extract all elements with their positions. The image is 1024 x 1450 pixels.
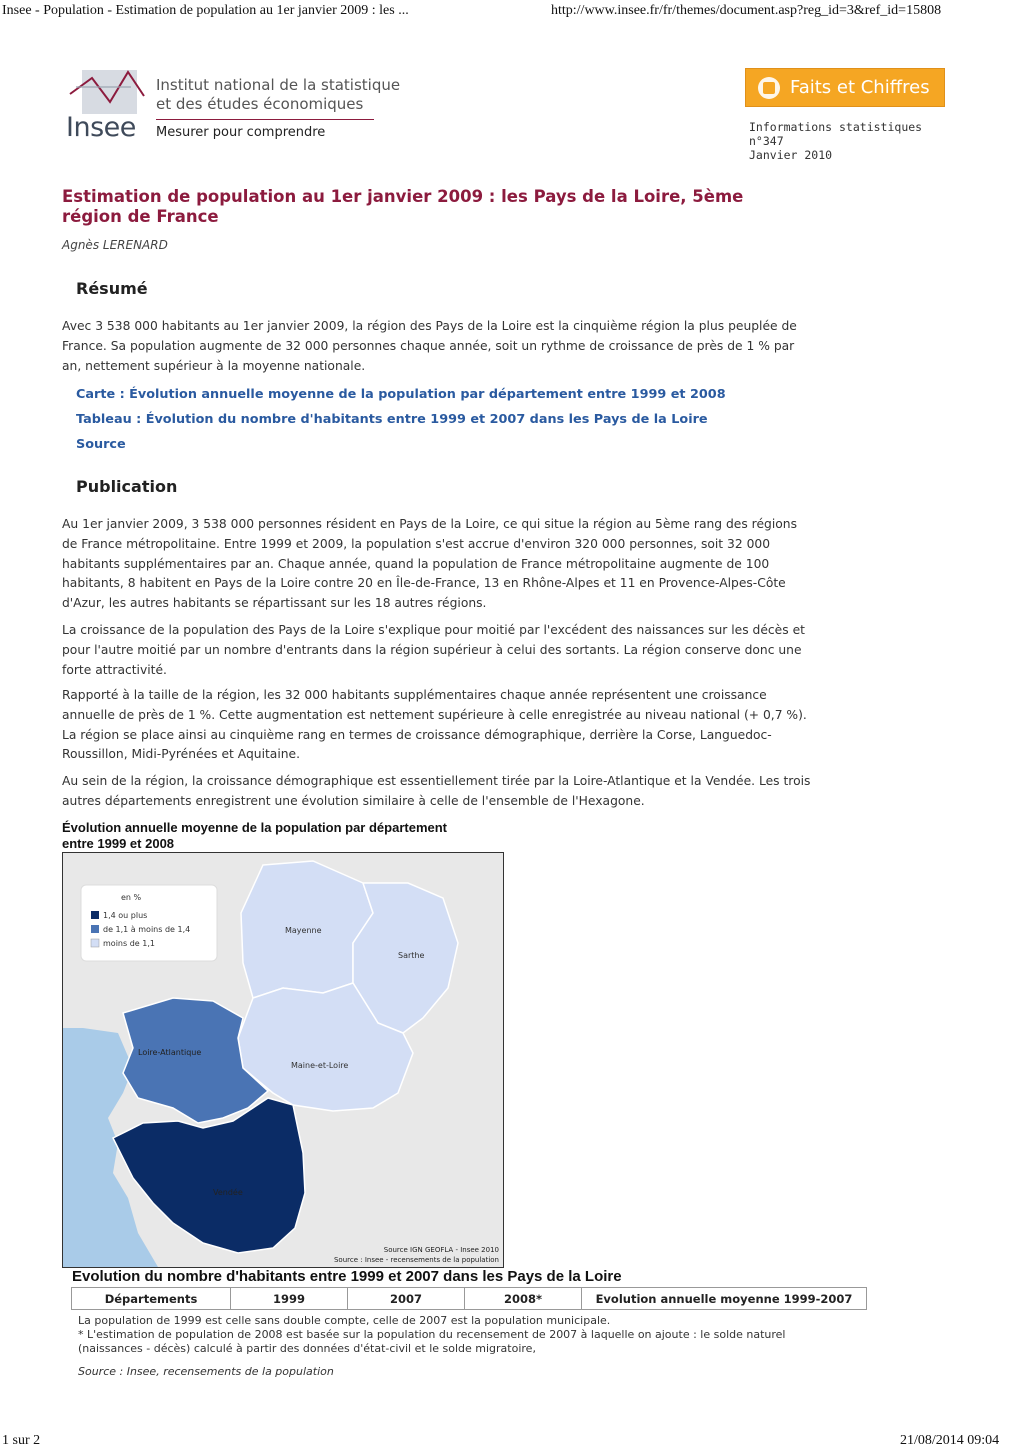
paragraph-line: La région se place ainsi au cinquième rang en termes de croissance démographique, derrière la Corse, Languedoc- [62,727,772,742]
article-author: Agnès LERENARD [62,238,168,252]
legend-label: 1,4 ou plus [103,911,148,920]
paragraph-line: d'Azur, les autres habitants se répartissant sur les 18 autres régions. [62,596,487,611]
legend-box [81,885,217,961]
map-title-line: entre 1999 et 2008 [62,836,175,851]
article-title-line2: région de France [62,207,219,226]
paragraph-line: Roussillon, Midi-Pyrénées et Aquitaine. [62,747,301,762]
map-title [62,820,447,852]
map-credit-2: Source : Insee - recensements de la population [333,1256,499,1264]
table-header-row [72,1288,867,1310]
paragraph-line: pour l'autre moitié par un nombre d'entrants dans la région supérieur à celui des sortants. La région conserve donc une [62,642,802,657]
publication-paragraph-4 [62,772,810,812]
table-note: * L'estimation de population de 2008 est basée sur la population du recensement de 2007 à laquelle on ajoute : le solde naturel [78,1328,786,1341]
publication-paragraph-1 [62,515,797,614]
info-number: n°347 [749,134,784,148]
article-title-line1: Estimation de population au 1er janvier 2009 : les Pays de la Loire, 5ème [62,187,744,206]
legend-unit: en % [121,893,142,902]
resume-heading: Résumé [76,279,148,298]
map-credit-1: Source IGN GEOFLA - Insee 2010 [383,1246,499,1254]
logo-divider [156,119,374,120]
label-maine-et-loire: Maine-et-Loire [291,1061,349,1070]
label-mayenne: Mayenne [285,926,322,935]
paragraph-line: Au sein de la région, la croissance démographique est essentiellement tirée par la Loire-Atlantique et la Vendée. Les trois [62,774,811,788]
department-map [62,852,504,1268]
department-map-svg [63,853,503,1267]
faits-et-chiffres-badge[interactable] [745,68,945,107]
population-table [71,1287,867,1310]
page-number: 1 sur 2 [2,1433,41,1448]
insee-name-line2: et des études économiques [156,95,364,113]
label-vendee: Vendée [213,1188,243,1197]
chart-pie-icon [758,77,780,99]
insee-tagline: Mesurer pour comprendre [156,125,326,140]
legend-label: de 1,1 à moins de 1,4 [103,925,191,934]
paragraph-line: habitants supplémentaires par an. Chaque année, quand la population de France métropolitaine augmente de 100 [62,556,770,571]
legend-swatch [91,925,99,933]
column-header: 2008* [465,1288,582,1310]
link-tableau[interactable]: Tableau : Évolution du nombre d'habitants entre 1999 et 2007 dans les Pays de la Loire [76,412,708,427]
table-source: Source : Insee, recensements de la population [78,1365,334,1378]
info-date: Janvier 2010 [749,148,833,162]
paragraph-line: autres départements enregistrent une évolution similaire à celle de l'ensemble de l'Hexagone. [62,793,645,808]
publication-paragraph-3 [62,686,807,765]
publication-heading: Publication [76,477,178,496]
resume-line: France. Sa population augmente de 32 000 personnes chaque année, soit un rythme de croissance de près de 1 % par [62,338,795,353]
paragraph-line: annuelle de près de 1 %. Cette augmentation est nettement supérieure à celle enregistrée au niveau national (+ 0,7 %). [62,707,807,722]
paragraph-line: forte attractivité. [62,662,167,677]
link-source[interactable]: Source [76,437,126,452]
resume-text [62,317,797,376]
paragraph-line: Rapporté à la taille de la région, les 32 000 habitants supplémentaires chaque année représentent une croissance [62,688,767,702]
insee-name-line1: Institut national de la statistique [156,76,401,94]
table-notes [78,1314,785,1356]
resume-line: an, nettement supérieur à la moyenne nationale. [62,358,366,373]
legend-swatch [91,939,99,947]
faits-et-chiffres-label: Faits et Chiffres [790,77,930,98]
column-header: 1999 [231,1288,348,1310]
table-note: (naissances - décès) calculé à partir des données d'état-civil et le solde migratoire, [78,1342,536,1355]
column-header: Evolution annuelle moyenne 1999-2007 [582,1288,867,1310]
print-header-url: http://www.insee.fr/fr/themes/document.asp?reg_id=3&ref_id=15808 [551,3,942,18]
map-title-line: Évolution annuelle moyenne de la population par département [62,820,447,835]
print-datetime: 21/08/2014 09:04 [900,1433,1000,1448]
label-loire-atlantique: Loire-Atlantique [138,1048,202,1057]
legend-swatch [91,911,99,919]
insee-wordmark: Insee [66,112,136,143]
print-header-title: Insee - Population - Estimation de population au 1er janvier 2009 : les ... [2,3,409,18]
publication-paragraph-2 [62,621,805,680]
paragraph-line: Au 1er janvier 2009, 3 538 000 personnes résident en Pays de la Loire, ce qui situe la région au 5ème rang des régions [62,517,797,531]
table-note: La population de 1999 est celle sans double compte, celle de 2007 est la population municipale. [78,1314,611,1327]
column-header: Départements [72,1288,231,1310]
column-header: 2007 [348,1288,465,1310]
label-sarthe: Sarthe [398,951,425,960]
link-carte[interactable]: Carte : Évolution annuelle moyenne de la population par département entre 1999 et 2008 [76,387,726,402]
legend-label: moins de 1,1 [103,939,155,948]
paragraph-line: habitants, 8 habitent en Pays de la Loire contre 20 en Île-de-France, 13 en Rhône-Alpes et 11 en Provence-Alpes-Côte [62,576,786,591]
table-title: Evolution du nombre d'habitants entre 1999 et 2007 dans les Pays de la Loire [72,1268,622,1285]
paragraph-line: de France métropolitaine. Entre 1999 et 2009, la population s'est accrue d'environ 320 000 personnes, soit 32 000 [62,536,771,551]
paragraph-line: La croissance de la population des Pays de la Loire s'explique pour moitié par l'excédent des naissances sur les décès et [62,623,805,637]
info-series: Informations statistiques [749,120,923,134]
resume-line: Avec 3 538 000 habitants au 1er janvier 2009, la région des Pays de la Loire est la cinquième région la plus peuplée de [62,319,797,333]
